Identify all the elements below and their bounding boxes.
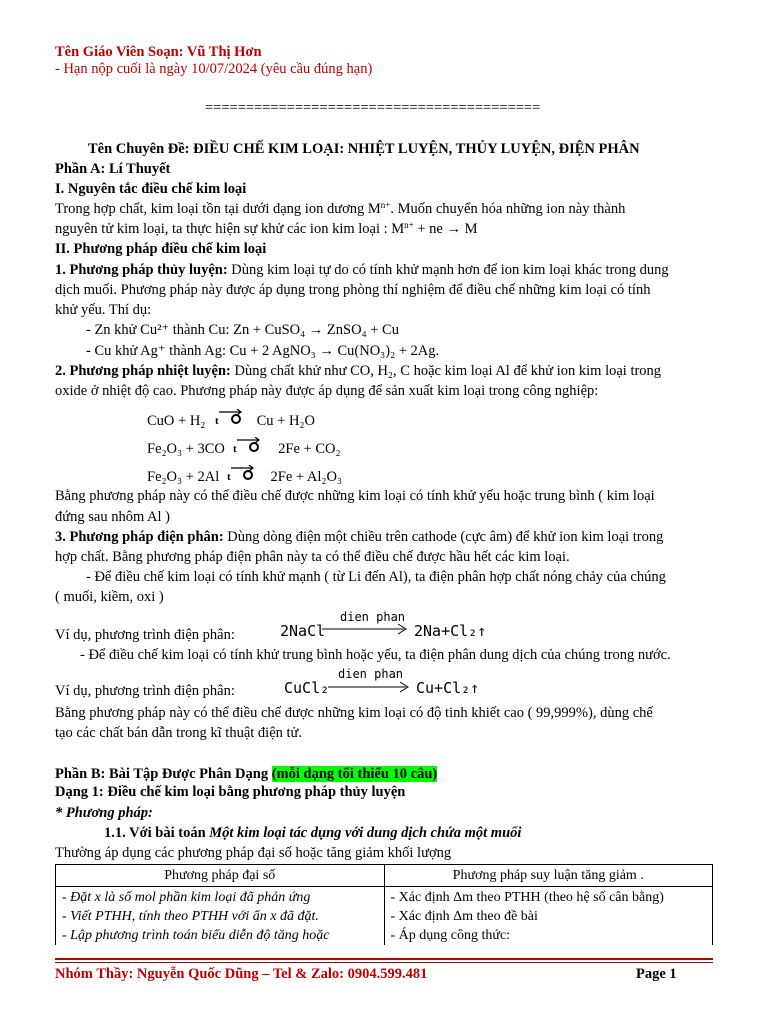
page-number: Page 1 <box>636 966 677 982</box>
cell-line: - Đặt x là số mol phần kim loại đã phản ứng <box>62 890 311 905</box>
method-title: 3. Phương pháp điện phân: <box>55 529 224 545</box>
dien-phan-weak: - Để điều chế kim loại có tính khử trung bình hoặc yếu, ta điện phân dung dịch của chúng trong nước. <box>80 647 671 663</box>
equation-1 <box>147 409 315 431</box>
dp-label-2: dien phan <box>338 667 404 681</box>
sup: n+ <box>404 220 414 230</box>
thuy-luyen-line-1 <box>55 260 669 280</box>
dang-1-title: Dạng 1: Điều chế kim loại bằng phương pháp thủy luyện <box>55 784 406 800</box>
highlight-note: (mỗi dạng tối thiểu 10 câu) <box>271 766 438 782</box>
eq-left: Fe₂O₃ + 3CO <box>147 441 225 457</box>
footer-group: Nhóm Thầy: Nguyễn Quốc Dũng – Tel & Zalo: 0904.599.481 <box>55 966 428 982</box>
electrolysis-arrow-icon <box>328 680 410 694</box>
table-cell <box>56 887 385 946</box>
dp-eq-2-right: Cu+Cl₂↑ <box>416 679 480 697</box>
method-title: 2. Phương pháp nhiệt luyện: <box>55 363 231 379</box>
nhiet-luyen-line-2: oxide ở nhiệt độ cao. Phương pháp này được áp dụng để sản xuất kim loại trong công nghiệp: <box>55 383 599 399</box>
text: + ne → M <box>413 221 478 237</box>
usual-methods: Thường áp dụng các phương pháp đại số hoặc tăng giảm khối lượng <box>55 845 452 861</box>
table-header-row <box>56 865 713 887</box>
example-zn: - Zn khử Cu²⁺ thành Cu: Zn + CuSO₄ → ZnSO₄ + Cu <box>86 322 399 338</box>
deadline-line: - Hạn nộp cuối là ngày 10/07/2024 (yêu cầu đúng hạn) <box>55 61 373 77</box>
eq-left: CuO + H₂ <box>147 413 206 429</box>
eq-right: Cu + H₂O <box>256 413 315 429</box>
methods-table <box>55 864 713 945</box>
heat-arrow-icon <box>225 465 259 483</box>
table-cell <box>384 887 713 946</box>
text: Một kim loại tác dụng với dung dịch chứa một muối <box>209 825 522 841</box>
eq-left: Fe₂O₃ + 2Al <box>147 469 220 485</box>
sub-section-1-1 <box>104 823 521 843</box>
table-header: Phương pháp đại số <box>56 865 385 887</box>
thuy-luyen-line-3: khử yếu. Thí dụ: <box>55 302 152 318</box>
part-a-title: Phần A: Lí Thuyết <box>55 161 171 177</box>
dien-phan-strong-2: ( muối, kiềm, oxi ) <box>55 589 164 605</box>
vidu-1: Ví dụ, phương trình điện phân: <box>55 627 235 643</box>
text: nguyên tử kim loại, ta thực hiện sự khử các ion kim loại : M <box>55 221 405 237</box>
topic-title: Tên Chuyên Đề: ĐIỀU CHẾ KIM LOẠI: NHIỆT LUYỆN, THỦY LUYỆN, ĐIỆN PHÂN <box>88 141 640 157</box>
section-1-title: I. Nguyên tắc điều chế kim loại <box>55 181 247 197</box>
eq-right: 2Fe + CO₂ <box>278 441 341 457</box>
sup: n+ <box>380 200 391 210</box>
cell-line: - Lập phương trình toán biểu diễn độ tăng hoặc <box>62 928 330 943</box>
vidu-2: Ví dụ, phương trình điện phân: <box>55 683 235 699</box>
part-b-title <box>55 764 437 784</box>
eq-right: 2Fe + Al₂O₃ <box>270 469 342 485</box>
method-title: 1. Phương pháp thủy luyện: <box>55 262 228 278</box>
footer-divider <box>55 958 713 960</box>
table-row <box>56 887 713 946</box>
cell-line: - Xác định Δm theo PTHH (theo hệ số cân bằng) <box>390 890 664 905</box>
thuy-luyen-line-2: dịch muối. Phương pháp này được áp dụng trong phòng thí nghiệm để điều chế những kim loại có tính <box>55 282 651 298</box>
dp-label-1: dien phan <box>340 610 406 624</box>
dien-phan-line-2: hợp chất. Bằng phương pháp điện phân này ta có thể điều chế được hầu hết các kim loại. <box>55 549 570 565</box>
svg-text:t: t <box>226 471 231 483</box>
text: Phần B: Bài Tập Được Phân Dạng <box>55 766 272 782</box>
footer-divider <box>55 962 713 963</box>
text: . Muốn chuyển hóa những ion này thành <box>390 201 626 217</box>
svg-text:t: t <box>232 443 237 455</box>
cell-line: - Xác định Δm theo đề bài <box>390 909 538 924</box>
equation-3 <box>147 465 342 487</box>
dp-eq-2-left: CuCl₂ <box>284 679 330 697</box>
section-1-text-2 <box>55 219 478 239</box>
cell-line: - Viết PTHH, tính theo PTHH với ẩn x đã đặt. <box>62 909 319 924</box>
dp-eq-1-left: 2NaCl <box>280 622 326 640</box>
nhiet-luyen-line-1 <box>55 361 661 381</box>
svg-text:t: t <box>214 415 219 427</box>
method-label: * Phương pháp: <box>55 805 153 821</box>
section-2-title: II. Phương pháp điều chế kim loại <box>55 241 267 257</box>
dien-phan-after-2: tạo các chất bán dẫn trong kĩ thuật điện tử. <box>55 725 303 741</box>
cell-line: - Áp dụng công thức: <box>390 928 511 943</box>
section-1-text-1 <box>55 199 625 219</box>
equation-2 <box>147 437 341 459</box>
text: Dùng chất khử như CO, H₂, C hoặc kim loại Al để khử ion kim loại trong <box>230 363 662 379</box>
dp-eq-1-right: 2Na+Cl₂↑ <box>414 622 487 640</box>
heat-arrow-icon <box>231 437 265 455</box>
example-cu: - Cu khử Ag⁺ thành Ag: Cu + 2 AgNO₃ → Cu(NO₃)₂ + 2Ag. <box>86 343 440 359</box>
dien-phan-after-1: Bằng phương pháp này có thể điều chế được những kim loại có độ tinh khiết cao ( 99,999%), dùng chế <box>55 705 653 721</box>
table-header: Phương pháp suy luận tăng giảm . <box>384 865 713 887</box>
nhiet-luyen-after-1: Bằng phương pháp này có thể điều chế được những kim loại có tính khử yếu hoặc trung bình ( kim loại <box>55 488 655 504</box>
text: 1.1. Với bài toán <box>104 825 210 841</box>
electrolysis-arrow-icon <box>322 622 408 636</box>
dien-phan-strong-1: - Để điều chế kim loại có tính khử mạnh ( từ Li đến Al), ta điện phân hợp chất nóng chảy của chúng <box>86 569 666 585</box>
separator: ========================================= <box>205 100 541 116</box>
nhiet-luyen-after-2: đứng sau nhôm Al ) <box>55 509 170 525</box>
text: Trong hợp chất, kim loại tồn tại dưới dạng ion dương M <box>55 201 381 217</box>
heat-arrow-icon <box>213 409 247 427</box>
text: Dùng kim loại tự do có tính khử mạnh hơn để ion kim loại khác trong dung <box>227 262 669 278</box>
text: Dùng dòng điện một chiều trên cathode (cực âm) để khử ion kim loại trong <box>223 529 664 545</box>
dien-phan-line-1 <box>55 527 663 547</box>
author-line: Tên Giáo Viên Soạn: Vũ Thị Hơn <box>55 44 262 60</box>
